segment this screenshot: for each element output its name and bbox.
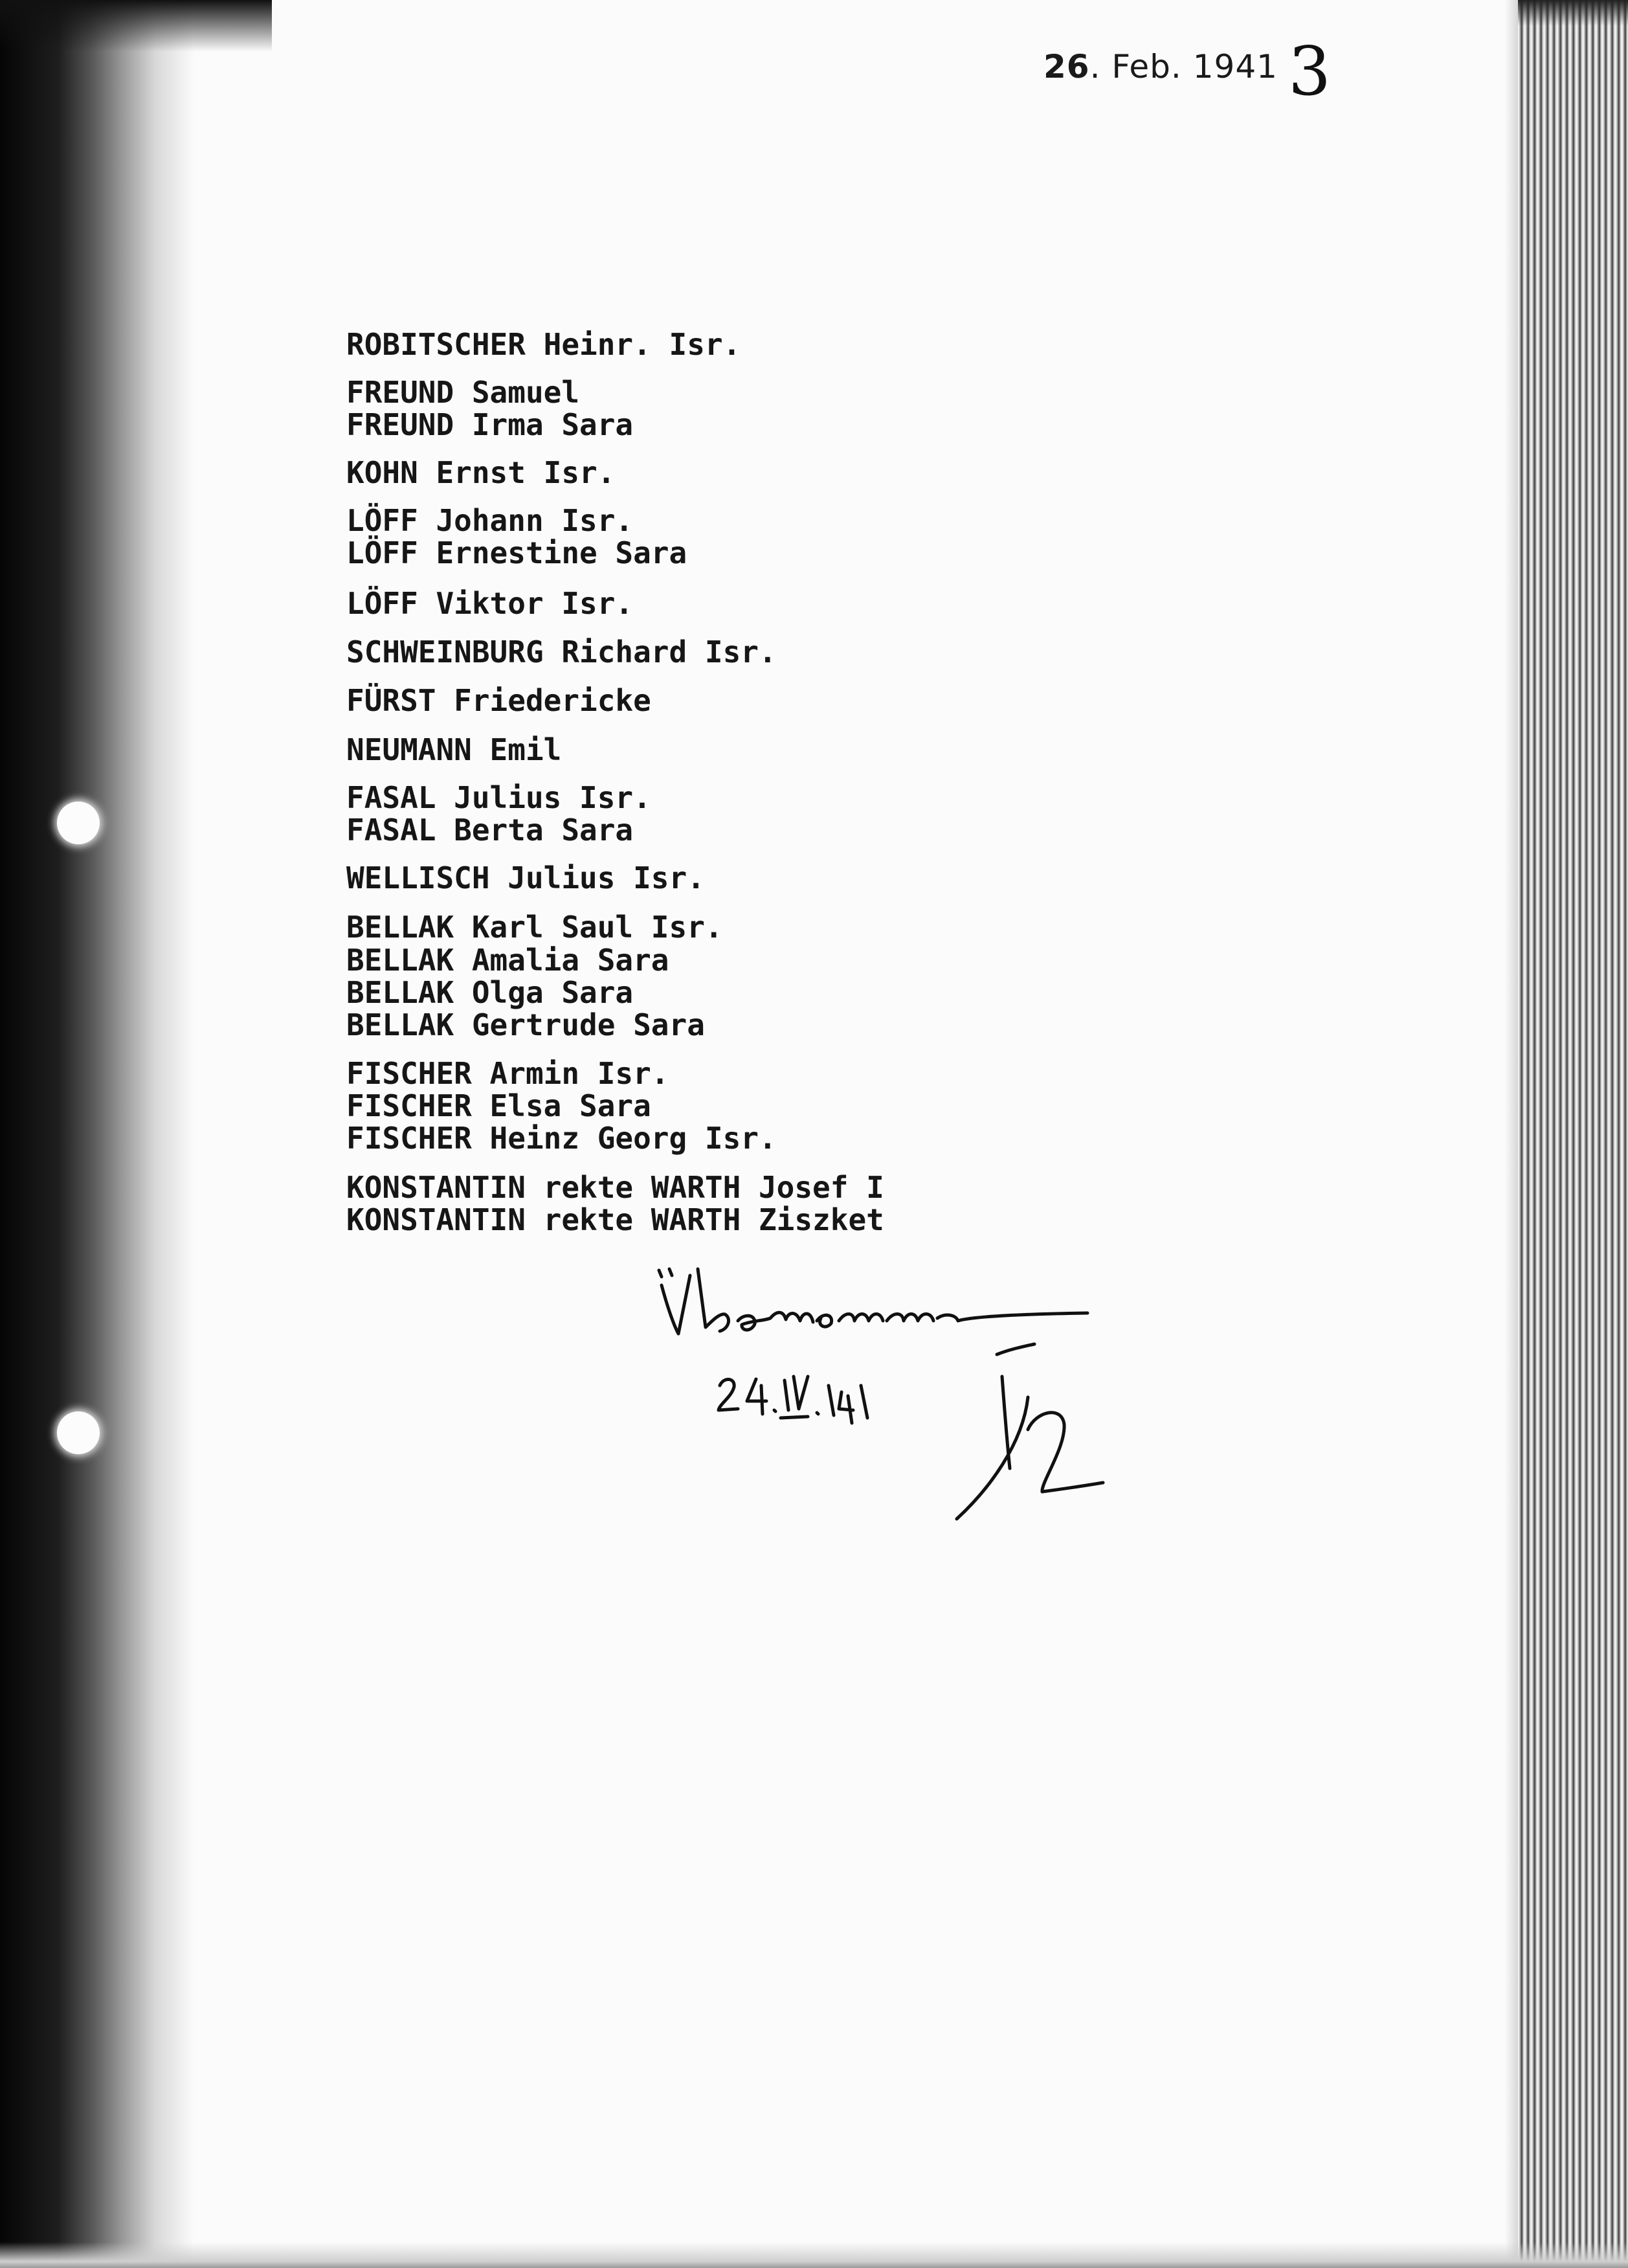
entry-name: FÜRST Friedericke xyxy=(346,683,651,718)
entry-name: WELLISCH Julius Isr. xyxy=(346,860,705,895)
annotation-initial: R xyxy=(1002,1463,1003,1464)
entry-name: BELLAK Karl Saul Isr. xyxy=(346,910,723,945)
entry-name: FASAL Berta Sara xyxy=(346,813,634,848)
entry-name: ROBITSCHER Heinr. Isr. xyxy=(346,327,741,362)
entry-name: BELLAK Olga Sara xyxy=(346,975,634,1010)
entry-name: KONSTANTIN rekte WARTH Ziszket xyxy=(346,1202,884,1237)
entry-name: FISCHER Armin Isr. xyxy=(346,1056,669,1091)
signature-scrawl xyxy=(662,1269,1087,1334)
entry-name: LÖFF Viktor Isr. xyxy=(346,586,634,621)
entry-name: BELLAK Gertrude Sara xyxy=(346,1007,705,1042)
entry-name: KONSTANTIN rekte WARTH Josef I xyxy=(346,1170,884,1205)
entry-name: FISCHER Heinz Georg Isr. xyxy=(346,1121,777,1156)
entry-name: FREUND Irma Sara xyxy=(346,407,634,442)
entry-name: FISCHER Elsa Sara xyxy=(346,1088,651,1123)
entry-name: FREUND Samuel xyxy=(346,375,580,410)
entry-name: NEUMANN Emil xyxy=(346,732,562,767)
annotation-date: 24.IV.1941 xyxy=(719,1411,723,1412)
entry-name: FASAL Julius Isr. xyxy=(346,780,651,815)
date-scrawl xyxy=(719,1376,867,1423)
date-stamp-rest: . Feb. 1941 xyxy=(1089,48,1278,85)
date-stamp-day: 26 xyxy=(1043,48,1090,85)
entry-name: SCHWEINBURG Richard Isr. xyxy=(346,634,777,669)
signature-umlaut xyxy=(659,1269,672,1277)
entry-name: KOHN Ernst Isr. xyxy=(346,455,616,490)
entry-name: BELLAK Amalia Sara xyxy=(346,943,669,978)
entry-name: LÖFF Ernestine Sara xyxy=(346,535,687,570)
initial-scrawl xyxy=(957,1376,1103,1519)
initial-overline xyxy=(997,1344,1034,1354)
entry-name: LÖFF Johann Isr. xyxy=(346,503,634,538)
page-number: 3 xyxy=(1288,32,1332,111)
signature-text: Übernommen xyxy=(662,1331,666,1332)
